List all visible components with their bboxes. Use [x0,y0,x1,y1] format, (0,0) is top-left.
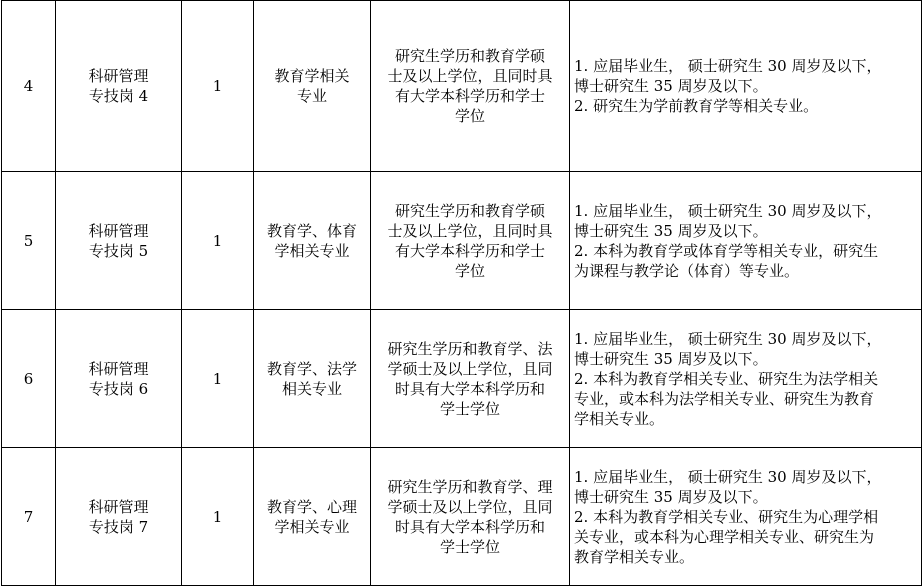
requirement-line: 1. 应届毕业生， 硕士研究生 30 周岁及以下， [574,467,882,486]
other-requirements [570,172,922,310]
major-requirement [254,1,371,172]
requirement-line: 关专业，或本科为心理学相关专业、研究生为 [574,527,875,546]
table-row [2,1,922,172]
post-name-line: 科研管理 [88,221,149,240]
education-line: 士及以上学位，且同时具 [387,221,553,240]
row-number: 6 [2,310,56,448]
post-name-line: 专技岗 4 [88,87,149,105]
major-line: 教育学、法学 [266,359,357,378]
headcount: 1 [182,1,254,172]
other-requirements [570,1,922,172]
education-line: 时具有大学本科学历和 [394,379,545,398]
post-name-line: 专技岗 7 [88,517,149,536]
table-row [2,448,922,586]
other-requirements [570,310,922,448]
table-row [2,310,922,448]
major-requirement [254,310,371,448]
row-number: 5 [2,172,56,310]
education-line: 学位 [454,261,485,280]
education-line: 研究生学历和教育学硕 [394,201,545,220]
education-line: 士及以上学位，且同时具 [387,67,553,85]
post-name-line: 科研管理 [88,359,149,378]
post-name [56,448,182,586]
row-number: 4 [2,1,56,172]
major-line: 学相关专业 [274,241,350,260]
requirement-line: 2. 研究生为学前教育学等相关专业。 [574,97,819,115]
education-line: 研究生学历和教育学、理 [387,477,553,496]
education-requirement [371,1,570,172]
requirement-line: 学相关专业。 [574,409,665,428]
requirement-line: 博士研究生 35 周岁及以下。 [574,221,768,240]
major-line: 教育学相关 [274,67,350,85]
requirement-line: 博士研究生 35 周岁及以下。 [574,487,768,506]
requirement-line: 教育学相关专业。 [574,547,695,566]
major-line: 教育学、心理 [266,497,357,516]
post-name-line: 专技岗 5 [88,241,149,260]
post-name [56,310,182,448]
major-line: 专业 [296,87,327,105]
requirement-line: 1. 应届毕业生， 硕士研究生 30 周岁及以下， [574,201,882,220]
requirement-line: 2. 本科为教育学或体育学等相关专业，研究生 [574,241,879,260]
table-row [2,172,922,310]
education-line: 学位 [454,107,485,125]
education-line: 学士学位 [439,537,500,556]
headcount: 1 [182,448,254,586]
major-line: 教育学、体育 [266,221,357,240]
requirement-line: 为课程与教学论（体育）等专业。 [574,261,800,280]
requirement-line: 专业，或本科为法学相关专业、研究生为教育 [574,389,875,408]
education-line: 时具有大学本科学历和 [394,517,545,536]
requirement-line: 1. 应届毕业生， 硕士研究生 30 周岁及以下， [574,57,882,75]
major-requirement [254,448,371,586]
requirement-line: 1. 应届毕业生， 硕士研究生 30 周岁及以下， [574,329,882,348]
post-name-line: 科研管理 [88,67,149,85]
education-requirement [371,172,570,310]
education-line: 有大学本科学历和学士 [394,241,545,260]
major-line: 学相关专业 [274,517,350,536]
requirement-line: 博士研究生 35 周岁及以下。 [574,77,768,95]
requirement-line: 2. 本科为教育学相关专业、研究生为心理学相 [574,507,879,526]
headcount: 1 [182,172,254,310]
post-name [56,1,182,172]
post-name-line: 专技岗 6 [88,379,149,398]
post-name [56,172,182,310]
education-line: 学硕士及以上学位，且同 [387,359,553,378]
other-requirements [570,448,922,586]
education-line: 研究生学历和教育学、法 [387,339,553,358]
education-requirement [371,310,570,448]
row-number: 7 [2,448,56,586]
post-name-line: 科研管理 [88,497,149,516]
major-requirement [254,172,371,310]
education-line: 学士学位 [439,399,500,418]
education-requirement [371,448,570,586]
requirement-line: 2. 本科为教育学相关专业、研究生为法学相关 [574,369,879,388]
education-line: 学硕士及以上学位，且同 [387,497,553,516]
requirement-line: 博士研究生 35 周岁及以下。 [574,349,768,368]
recruitment-table [1,0,922,586]
headcount: 1 [182,310,254,448]
education-line: 有大学本科学历和学士 [394,87,545,105]
major-line: 相关专业 [281,379,342,398]
education-line: 研究生学历和教育学硕 [394,47,545,65]
